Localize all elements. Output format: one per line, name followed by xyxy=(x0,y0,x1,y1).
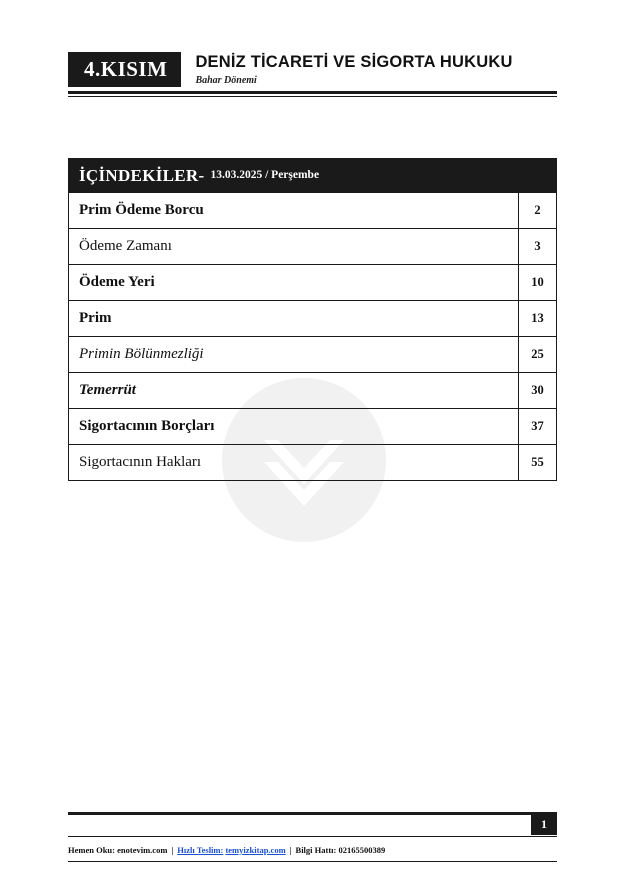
footer-item3-label: Bilgi Hattı: xyxy=(295,845,337,855)
table-row[interactable] xyxy=(69,408,556,444)
table-row[interactable] xyxy=(69,264,556,300)
header-divider-thick xyxy=(68,91,557,94)
table-row[interactable] xyxy=(69,228,556,264)
document-header xyxy=(68,52,557,97)
toc-header-title: İÇİNDEKİLER- xyxy=(79,165,205,185)
table-row[interactable] xyxy=(69,336,556,372)
toc-entry-title: Ödeme Yeri xyxy=(79,274,155,290)
part-badge: 4.KISIM xyxy=(68,52,181,87)
table-row[interactable] xyxy=(69,192,556,228)
page-subtitle: Bahar Dönemi xyxy=(195,74,257,86)
toc-header xyxy=(69,159,556,192)
page-number: 1 xyxy=(531,813,557,835)
toc-entry-page: 37 xyxy=(518,409,556,444)
toc-entry-page: 30 xyxy=(518,373,556,408)
page-title: DENİZ TİCARETİ VE SİGORTA HUKUKU xyxy=(195,53,513,72)
table-row[interactable] xyxy=(69,444,556,480)
footer-separator: | xyxy=(289,845,292,855)
footer-item2-value[interactable]: temyizkitap.com xyxy=(225,845,286,855)
table-row[interactable] xyxy=(69,372,556,408)
footer-item3-value: 02165500389 xyxy=(338,845,386,855)
toc-header-date: 13.03.2025 / Perşembe xyxy=(210,169,320,181)
table-of-contents xyxy=(68,158,557,481)
footer-contact-bar xyxy=(68,841,557,859)
footer-item1-label: Hemen Oku: xyxy=(68,845,115,855)
toc-entry-title: Primin Bölünmezliği xyxy=(79,346,204,362)
table-row[interactable] xyxy=(69,300,556,336)
footer-item2-label[interactable]: Hızlı Teslim: xyxy=(177,845,224,855)
footer-bar-top-line xyxy=(68,836,557,837)
toc-entry-page: 2 xyxy=(518,193,556,228)
toc-entry-title: Prim xyxy=(79,310,112,326)
header-titles xyxy=(181,52,512,87)
header-divider-thin xyxy=(68,96,557,97)
header-row xyxy=(68,52,557,87)
footer-divider xyxy=(68,812,557,815)
toc-entry-page: 25 xyxy=(518,337,556,372)
footer-item1-value: enotevim.com xyxy=(117,845,168,855)
toc-entry-page: 13 xyxy=(518,301,556,336)
footer-separator: | xyxy=(171,845,174,855)
toc-entry-page: 10 xyxy=(518,265,556,300)
footer-bar-bottom-line xyxy=(68,861,557,862)
toc-entry-title: Prim Ödeme Borcu xyxy=(79,202,204,218)
toc-entry-page: 3 xyxy=(518,229,556,264)
toc-entry-title: Sigortacının Borçları xyxy=(79,418,215,434)
toc-entry-title: Sigortacının Hakları xyxy=(79,454,202,470)
toc-entry-title: Ödeme Zamanı xyxy=(79,238,172,254)
toc-entry-title: Temerrüt xyxy=(79,382,136,398)
toc-entry-page: 55 xyxy=(518,445,556,480)
